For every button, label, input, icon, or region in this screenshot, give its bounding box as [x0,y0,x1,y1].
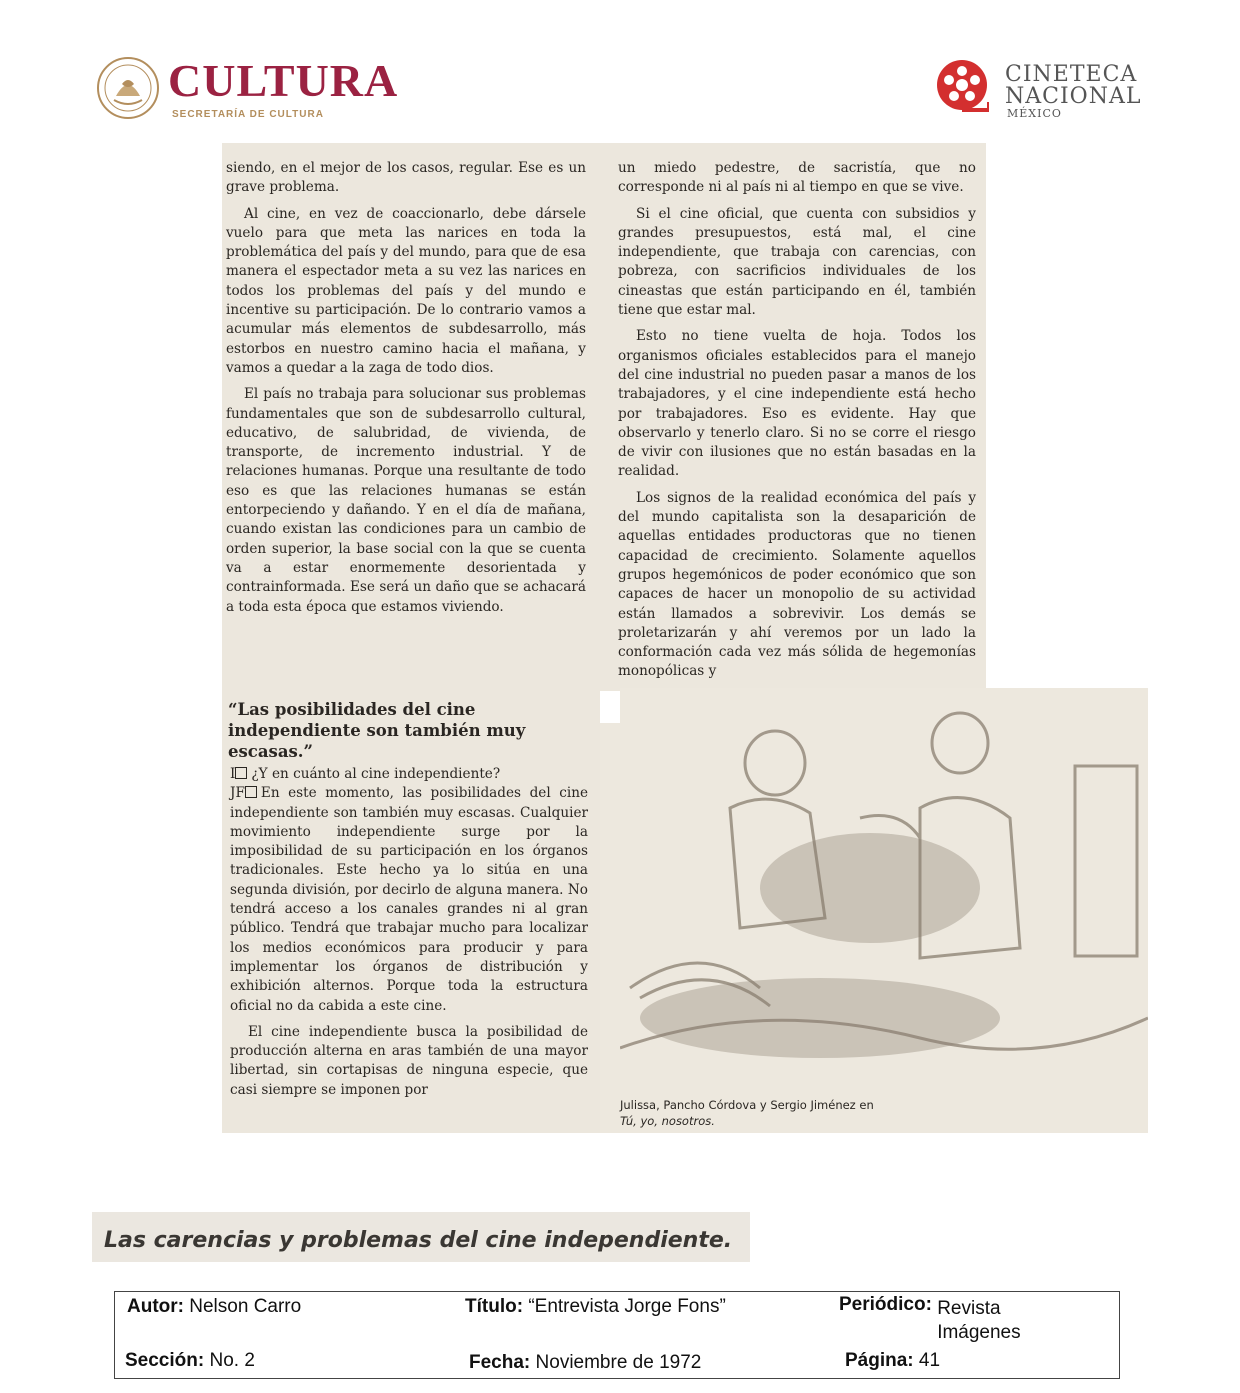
headline-text: Las carencias y problemas del cine independiente. [104,1228,733,1253]
article-left-column [226,159,586,617]
newspaper-clipping [222,143,1148,1133]
pagina-field [845,1350,940,1372]
cineteca-line-2: NACIONAL [1005,84,1142,109]
question-text: ¿Y en cuánto al cine independiente? [251,766,501,782]
cineteca-line-3: MÉXICO [1007,107,1062,120]
metadata-box [114,1291,1120,1379]
article-paragraph: un miedo pedestre, de sacristía, que no corresponde ni al país ni al tiempo en que se vive. [618,160,976,196]
autor-value: Nelson Carro [189,1296,302,1317]
film-reel-icon [935,58,989,112]
seccion-label: Sección: [125,1350,205,1371]
caption-film-title: Tú, yo, nosotros. [620,1114,715,1128]
mexico-seal-icon [96,56,160,120]
article-paragraph: El cine independiente busca la posibilidad de producción alterna en aras también de una mayor libertad, sin cortapisas de ninguna especie, que casi siempre se imponen por [230,1023,588,1098]
article-paragraph: Los signos de la realidad económica del país y del mundo capitalista son la desaparición de aquellas entidades productoras que no tienen capacidad de crecimiento. Solamente aquellos grupos hegemónicos de poder económico que son capaces de hacer un monopolio de su actividad están llamados a sobrevivir. Los demás se proletarizarán y ahí veremos por un lado la conformación cada vez más sólida de hegemonías monopólicas y [618,489,976,680]
cultura-title: CULTURA [168,55,399,106]
autor-label: Autor: [127,1296,184,1317]
article-pullquote: “Las posibilidades del cine independiente son también muy escasas.” [228,700,526,761]
article-paragraph: El país no trabaja para solucionar sus problemas fundamentales que son de subdesarrollo cultural, educativo, de salubridad, de vivienda, de transporte, de incremento industrial. Y de relaciones humanas. Porque una resultante de todo eso es que las relaciones humanas se están entorpeciendo y dañando. Y en el día de mañana, cuando existan las condiciones para un cambio de orden superior, la base social con la que se cuenta va a estar enormemente desorientada y contrainformada. Ese será un daño que se achacará a toda esta época que estamos viviendo. [226,386,586,615]
answer-tag: JF [230,785,245,802]
article-interview-section [230,765,588,1100]
seccion-value: No. 2 [209,1350,255,1371]
fecha-label: Fecha: [469,1352,531,1373]
fecha-field [469,1352,701,1374]
pagina-value: 41 [918,1350,941,1371]
periodico-value: Revista Imágenes [937,1298,1021,1343]
titulo-label: Título: [465,1296,524,1317]
article-paragraph: Al cine, en vez de coaccionarlo, debe dársele vuelo para que meta las narices en toda la problemática del país y del mundo, para que de esa manera el espectador meta a su vez las narices en todos los problemas del país y del mundo e incentive su participación. De lo contrario vamos a acumular más elementos de subdesarrollo, más estorbos en nuestro camino hacia el mañana, y vamos a quedar a la zaga de todo dios. [226,205,586,376]
article-paragraph: Si el cine oficial, que cuenta con subsidios y grandes presupuestos, está mal, el cine independiente, que trabaja con carencias, con pobreza, con sacrificios individuales de los cineastas que están participando en él, también tiene que estar mal. [618,205,976,319]
autor-field [127,1296,301,1318]
cultura-logo [96,56,426,136]
question-tag: I [230,766,236,782]
titulo-field [465,1296,726,1318]
caption-line: Julissa, Pancho Córdova y Sergio Jiménez en [620,1098,874,1112]
cineteca-line-1: CINETECA [1005,62,1138,87]
square-icon [235,767,247,779]
answer-text: En este momento, las posibilidades del cine independiente son también muy escasas. Cualquier movimiento independiente surge por la imposibilidad de su participación en los órganos tradicionales. Este hecho ya lo sitúa en una segunda división, por decirlo de alguna manera. No tendrá acceso a los canales grandes ni al gran público. Tendrá que trabajar mucho para localizar los medios económicos para producir y para implementar los órganos de distribución y exhibición alternos. Porque toda la estructura oficial no da cabida a este cine. [230,785,588,1014]
periodico-field [839,1294,1057,1345]
article-paragraph: Esto no tiene vuelta de hoja. Todos los organismos oficiales establecidos para el manejo del cine industrial no pueden pasar a manos de los trabajadores, y el cine independiente está hecho por trabajadores. Eso es evidente. Hay que observarlo y tenerlo claro. Si no se corre el riesgo de vivir con ilusiones que no están basadas en la realidad. [618,328,976,480]
square-icon [245,786,257,798]
interview-answer [230,784,588,1016]
fecha-value: Noviembre de 1972 [535,1352,702,1373]
periodico-label: Periódico: [839,1294,932,1315]
film-still-photo [620,688,1148,1098]
pagina-label: Página: [845,1350,914,1371]
titulo-value: “Entrevista Jorge Fons” [528,1296,726,1317]
article-paragraph: siendo, en el mejor de los casos, regular. Ese es un grave problema. [226,160,586,196]
headline-strip [92,1212,750,1262]
interview-question [230,765,588,784]
cultura-subtitle: SECRETARÍA DE CULTURA [172,109,324,120]
cineteca-logo [935,58,1155,120]
photo-caption [620,1097,1040,1129]
article-right-column [618,159,976,682]
seccion-field [125,1350,255,1372]
